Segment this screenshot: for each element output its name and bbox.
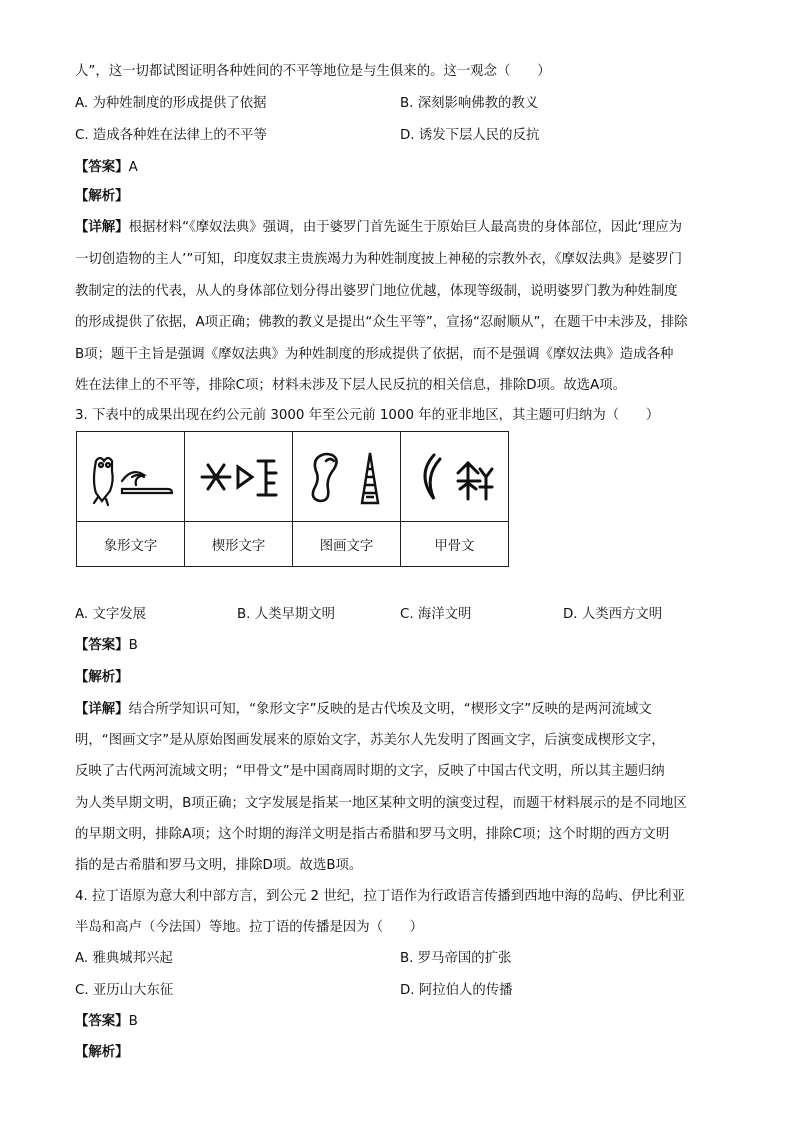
detail-text: 结合所学知识可知，“象形文字”反映的是古代埃及文明，“楔形文字”反映的是两河流域文	[128, 702, 652, 717]
q4-option-a: A. 雅典城邦兴起	[75, 951, 173, 966]
answer-value: A	[128, 160, 138, 175]
oracle-bone-image-cell	[401, 432, 509, 522]
q2-detail-line-4: 的形成提供了依据，A项正确；佛教的教义是提出“众生平等”，宣扬“忍耐顺从”，在题干中未涉及，排除	[75, 315, 688, 330]
table-label-cuneiform: 楔形文字	[185, 522, 293, 567]
q4-option-d: D. 阿拉伯人的传播	[400, 983, 513, 998]
q2-detail-line-1	[75, 218, 682, 238]
writing-systems-table	[76, 431, 509, 567]
q2-option-c: C. 造成各种姓在法律上的不平等	[75, 128, 267, 143]
q2-detail-line-2: 一切创造物的主人’”可知，印度奴隶主贵族竭力为种姓制度披上神秘的宗教外衣，《摩奴法典》是婆罗门	[75, 252, 683, 267]
q3-option-c: C. 海洋文明	[400, 607, 472, 622]
q3-detail-line-4: 为人类早期文明，B项正确；文字发展是指某一地区某种文明的演变过程，而题干材料展示的是不同地区	[75, 796, 687, 811]
q4-answer	[75, 1012, 138, 1032]
hieroglyph-image	[86, 447, 176, 507]
answer-tag: 【答案】	[75, 160, 129, 175]
q3-option-a: A. 文字发展	[75, 607, 146, 622]
q2-detail-line-3: 教制定的法的代表，从人的身体部位划分得出婆罗门地位优越，体现等级制，说明婆罗门教为种姓制度	[75, 284, 678, 299]
detail-text: 根据材料“《摩奴法典》强调，由于婆罗门首先诞生于原始巨人最高贵的身体部位，因此‘理应为	[128, 220, 683, 235]
q3-analysis-tag: 【解析】	[75, 670, 129, 685]
q2-detail-line-6: 姓在法律上的不平等，排除C项；材料未涉及下层人民反抗的相关信息，排除D项。故选A项。	[75, 378, 627, 393]
q3-detail-line-3: 反映了古代两河流域文明；“甲骨文”是中国商周时期的文字，反映了中国古代文明，所以其主题归纳	[75, 764, 665, 779]
q3-stem: 3. 下表中的成果出现在约公元前 3000 年至公元前 1000 年的亚非地区，其主题可归纳为（ ）	[75, 408, 660, 423]
q4-analysis-tag: 【解析】	[75, 1045, 129, 1060]
cuneiform-image-cell	[185, 432, 293, 522]
detail-tag: 【详解】	[75, 220, 129, 235]
q2-detail-line-5: B项；题干主旨是强调《摩奴法典》为种姓制度的形成提供了依据，而不是强调《摩奴法典》造成各种	[75, 347, 674, 362]
detail-tag: 【详解】	[75, 702, 129, 717]
q3-detail-line-6: 指的是古希腊和罗马文明，排除D项。故选B项。	[75, 858, 363, 873]
oracle-bone-image	[410, 447, 500, 507]
q3-detail-line-5: 的早期文明，排除A项；这个时期的海洋文明是指古希腊和罗马文明，排除C项；这个时期的西方文明	[75, 827, 670, 842]
q3-option-d: D. 人类西方文明	[563, 607, 663, 622]
cuneiform-image	[194, 447, 284, 507]
q4-stem-line-1: 4. 拉丁语原为意大利中部方言，到公元 2 世纪，拉丁语作为行政语言传播到西地中海的岛屿、伊比利亚	[75, 889, 685, 904]
q2-option-b: B. 深刻影响佛教的教义	[400, 96, 539, 111]
answer-tag: 【答案】	[75, 1014, 129, 1029]
q4-stem-line-2: 半岛和高卢（今法国）等地。拉丁语的传播是因为（ ）	[75, 920, 424, 935]
pictograph-image-cell	[293, 432, 401, 522]
q3-detail-line-2: 明，“图画文字”是从原始图画发展来的原始文字，苏美尔人先发明了图画文字，后演变成楔形文字，	[75, 733, 665, 748]
q2-option-a: A. 为种姓制度的形成提供了依据	[75, 96, 267, 111]
q3-detail-line-1	[75, 700, 652, 720]
answer-value: B	[128, 1014, 138, 1029]
table-label-oracle-bone: 甲骨文	[401, 522, 509, 567]
pictograph-image	[302, 447, 392, 507]
table-label-pictograph: 图画文字	[293, 522, 401, 567]
answer-tag: 【答案】	[75, 638, 129, 653]
q4-option-c: C. 亚历山大东征	[75, 983, 174, 998]
q2-option-d: D. 诱发下层人民的反抗	[400, 128, 540, 143]
q3-answer	[75, 636, 138, 656]
q2-analysis-tag: 【解析】	[75, 189, 129, 204]
q2-answer	[75, 158, 138, 178]
q2-stem-tail: 人”，这一切都试图证明各种姓间的不平等地位是与生俱来的。这一观念（ ）	[75, 64, 551, 79]
q4-option-b: B. 罗马帝国的扩张	[400, 951, 512, 966]
hieroglyph-image-cell	[77, 432, 185, 522]
answer-value: B	[128, 638, 138, 653]
table-label-hieroglyph: 象形文字	[77, 522, 185, 567]
q3-option-b: B. 人类早期文明	[237, 607, 336, 622]
